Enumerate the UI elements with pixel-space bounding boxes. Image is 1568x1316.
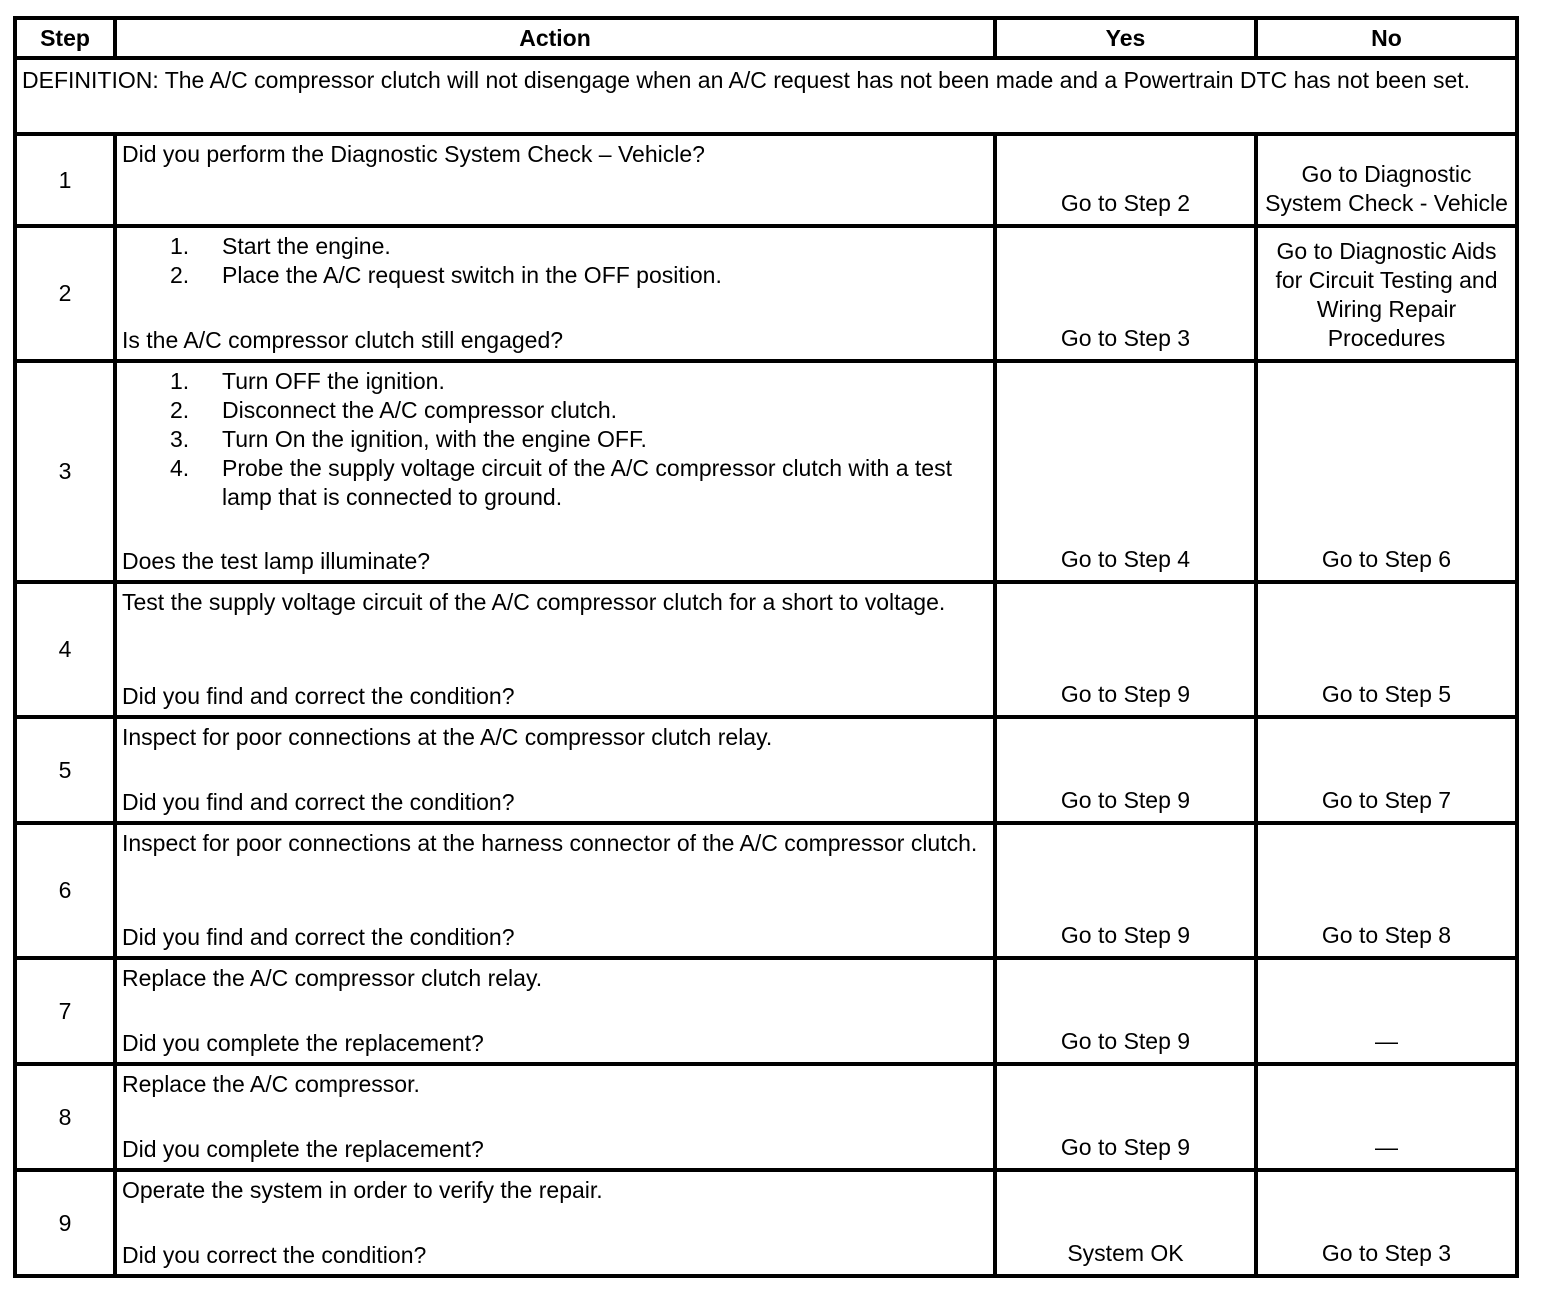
diagnostic-table (13, 16, 1519, 1278)
no-result: Go to Step 7 (1256, 717, 1517, 823)
no-result: Go to Step 8 (1256, 823, 1517, 958)
action-question: Did you find and correct the condition? (122, 924, 515, 950)
action-text: Inspect for poor connections at the harness connector of the A/C compressor clutch. (122, 830, 978, 856)
no-result: — (1256, 1064, 1517, 1170)
step-number: 3 (15, 361, 115, 582)
action-question: Did you correct the condition? (122, 1242, 427, 1268)
definition-text: DEFINITION: The A/C compressor clutch will not disengage when an A/C request has not been made and a Powertrain DTC has not been set. (15, 58, 1517, 134)
list-item (122, 232, 987, 261)
list-item-number: 1. (170, 368, 190, 394)
list-item-number: 1. (170, 233, 190, 259)
step-number: 1 (15, 134, 115, 226)
action-cell (115, 717, 995, 823)
definition-row (15, 58, 1517, 134)
header-yes: Yes (995, 18, 1256, 58)
yes-result: System OK (995, 1170, 1256, 1276)
action-question: Did you complete the replacement? (122, 1136, 484, 1162)
yes-result: Go to Step 4 (995, 361, 1256, 582)
action-text: Replace the A/C compressor clutch relay. (122, 965, 543, 991)
action-cell (115, 958, 995, 1064)
yes-result: Go to Step 9 (995, 958, 1256, 1064)
action-cell (115, 361, 995, 582)
yes-result: Go to Step 9 (995, 1064, 1256, 1170)
list-item-text: Turn OFF the ignition. (222, 368, 445, 394)
action-cell (115, 1064, 995, 1170)
table-row (15, 226, 1517, 361)
yes-result: Go to Step 9 (995, 823, 1256, 958)
header-row (15, 18, 1517, 58)
table-row (15, 823, 1517, 958)
step-number: 2 (15, 226, 115, 361)
action-text: Inspect for poor connections at the A/C compressor clutch relay. (122, 724, 773, 750)
list-item-number: 2. (170, 262, 190, 288)
action-text: Test the supply voltage circuit of the A/C compressor clutch for a short to voltage. (122, 589, 946, 615)
no-result: Go to Diagnostic Aids for Circuit Testing and Wiring Repair Procedures (1256, 226, 1517, 361)
step-number: 5 (15, 717, 115, 823)
action-cell (115, 134, 995, 226)
header-no: No (1256, 18, 1517, 58)
list-item (122, 396, 987, 425)
yes-result: Go to Step 3 (995, 226, 1256, 361)
list-item-text: Disconnect the A/C compressor clutch. (222, 397, 617, 423)
no-result: Go to Diagnostic System Check - Vehicle (1256, 134, 1517, 226)
step-number: 9 (15, 1170, 115, 1276)
list-item-text: Start the engine. (222, 233, 391, 259)
list-item-text: Turn On the ignition, with the engine OFF. (222, 426, 647, 452)
list-item-number: 3. (170, 426, 190, 452)
step-number: 8 (15, 1064, 115, 1170)
step-number: 6 (15, 823, 115, 958)
action-question: Did you find and correct the condition? (122, 683, 515, 709)
action-text: Replace the A/C compressor. (122, 1071, 420, 1097)
action-cell (115, 226, 995, 361)
action-question: Is the A/C compressor clutch still engaged? (122, 327, 564, 353)
no-result: Go to Step 3 (1256, 1170, 1517, 1276)
table-row (15, 958, 1517, 1064)
action-list (122, 367, 987, 512)
table-row (15, 361, 1517, 582)
header-step: Step (15, 18, 115, 58)
no-result: Go to Step 6 (1256, 361, 1517, 582)
table-row (15, 134, 1517, 226)
table-row (15, 1170, 1517, 1276)
list-item-text: Probe the supply voltage circuit of the A/C compressor clutch with a test lamp that is connected to ground. (222, 455, 952, 510)
action-question: Does the test lamp illuminate? (122, 548, 431, 574)
header-action: Action (115, 18, 995, 58)
yes-result: Go to Step 2 (995, 134, 1256, 226)
action-cell (115, 582, 995, 717)
action-question: Did you complete the replacement? (122, 1030, 484, 1056)
table-row (15, 1064, 1517, 1170)
action-list (122, 232, 987, 290)
list-item (122, 454, 987, 512)
yes-result: Go to Step 9 (995, 582, 1256, 717)
step-number: 4 (15, 582, 115, 717)
list-item (122, 367, 987, 396)
list-item-text: Place the A/C request switch in the OFF position. (222, 262, 722, 288)
list-item-number: 2. (170, 397, 190, 423)
no-result: — (1256, 958, 1517, 1064)
action-text: Operate the system in order to verify the repair. (122, 1177, 603, 1203)
list-item-number: 4. (170, 455, 190, 481)
action-cell (115, 1170, 995, 1276)
action-question: Did you find and correct the condition? (122, 789, 515, 815)
yes-result: Go to Step 9 (995, 717, 1256, 823)
table-row (15, 717, 1517, 823)
list-item (122, 425, 987, 454)
list-item (122, 261, 987, 290)
table-row (15, 582, 1517, 717)
no-result: Go to Step 5 (1256, 582, 1517, 717)
action-cell (115, 823, 995, 958)
action-text: Did you perform the Diagnostic System Check – Vehicle? (122, 141, 705, 167)
step-number: 7 (15, 958, 115, 1064)
